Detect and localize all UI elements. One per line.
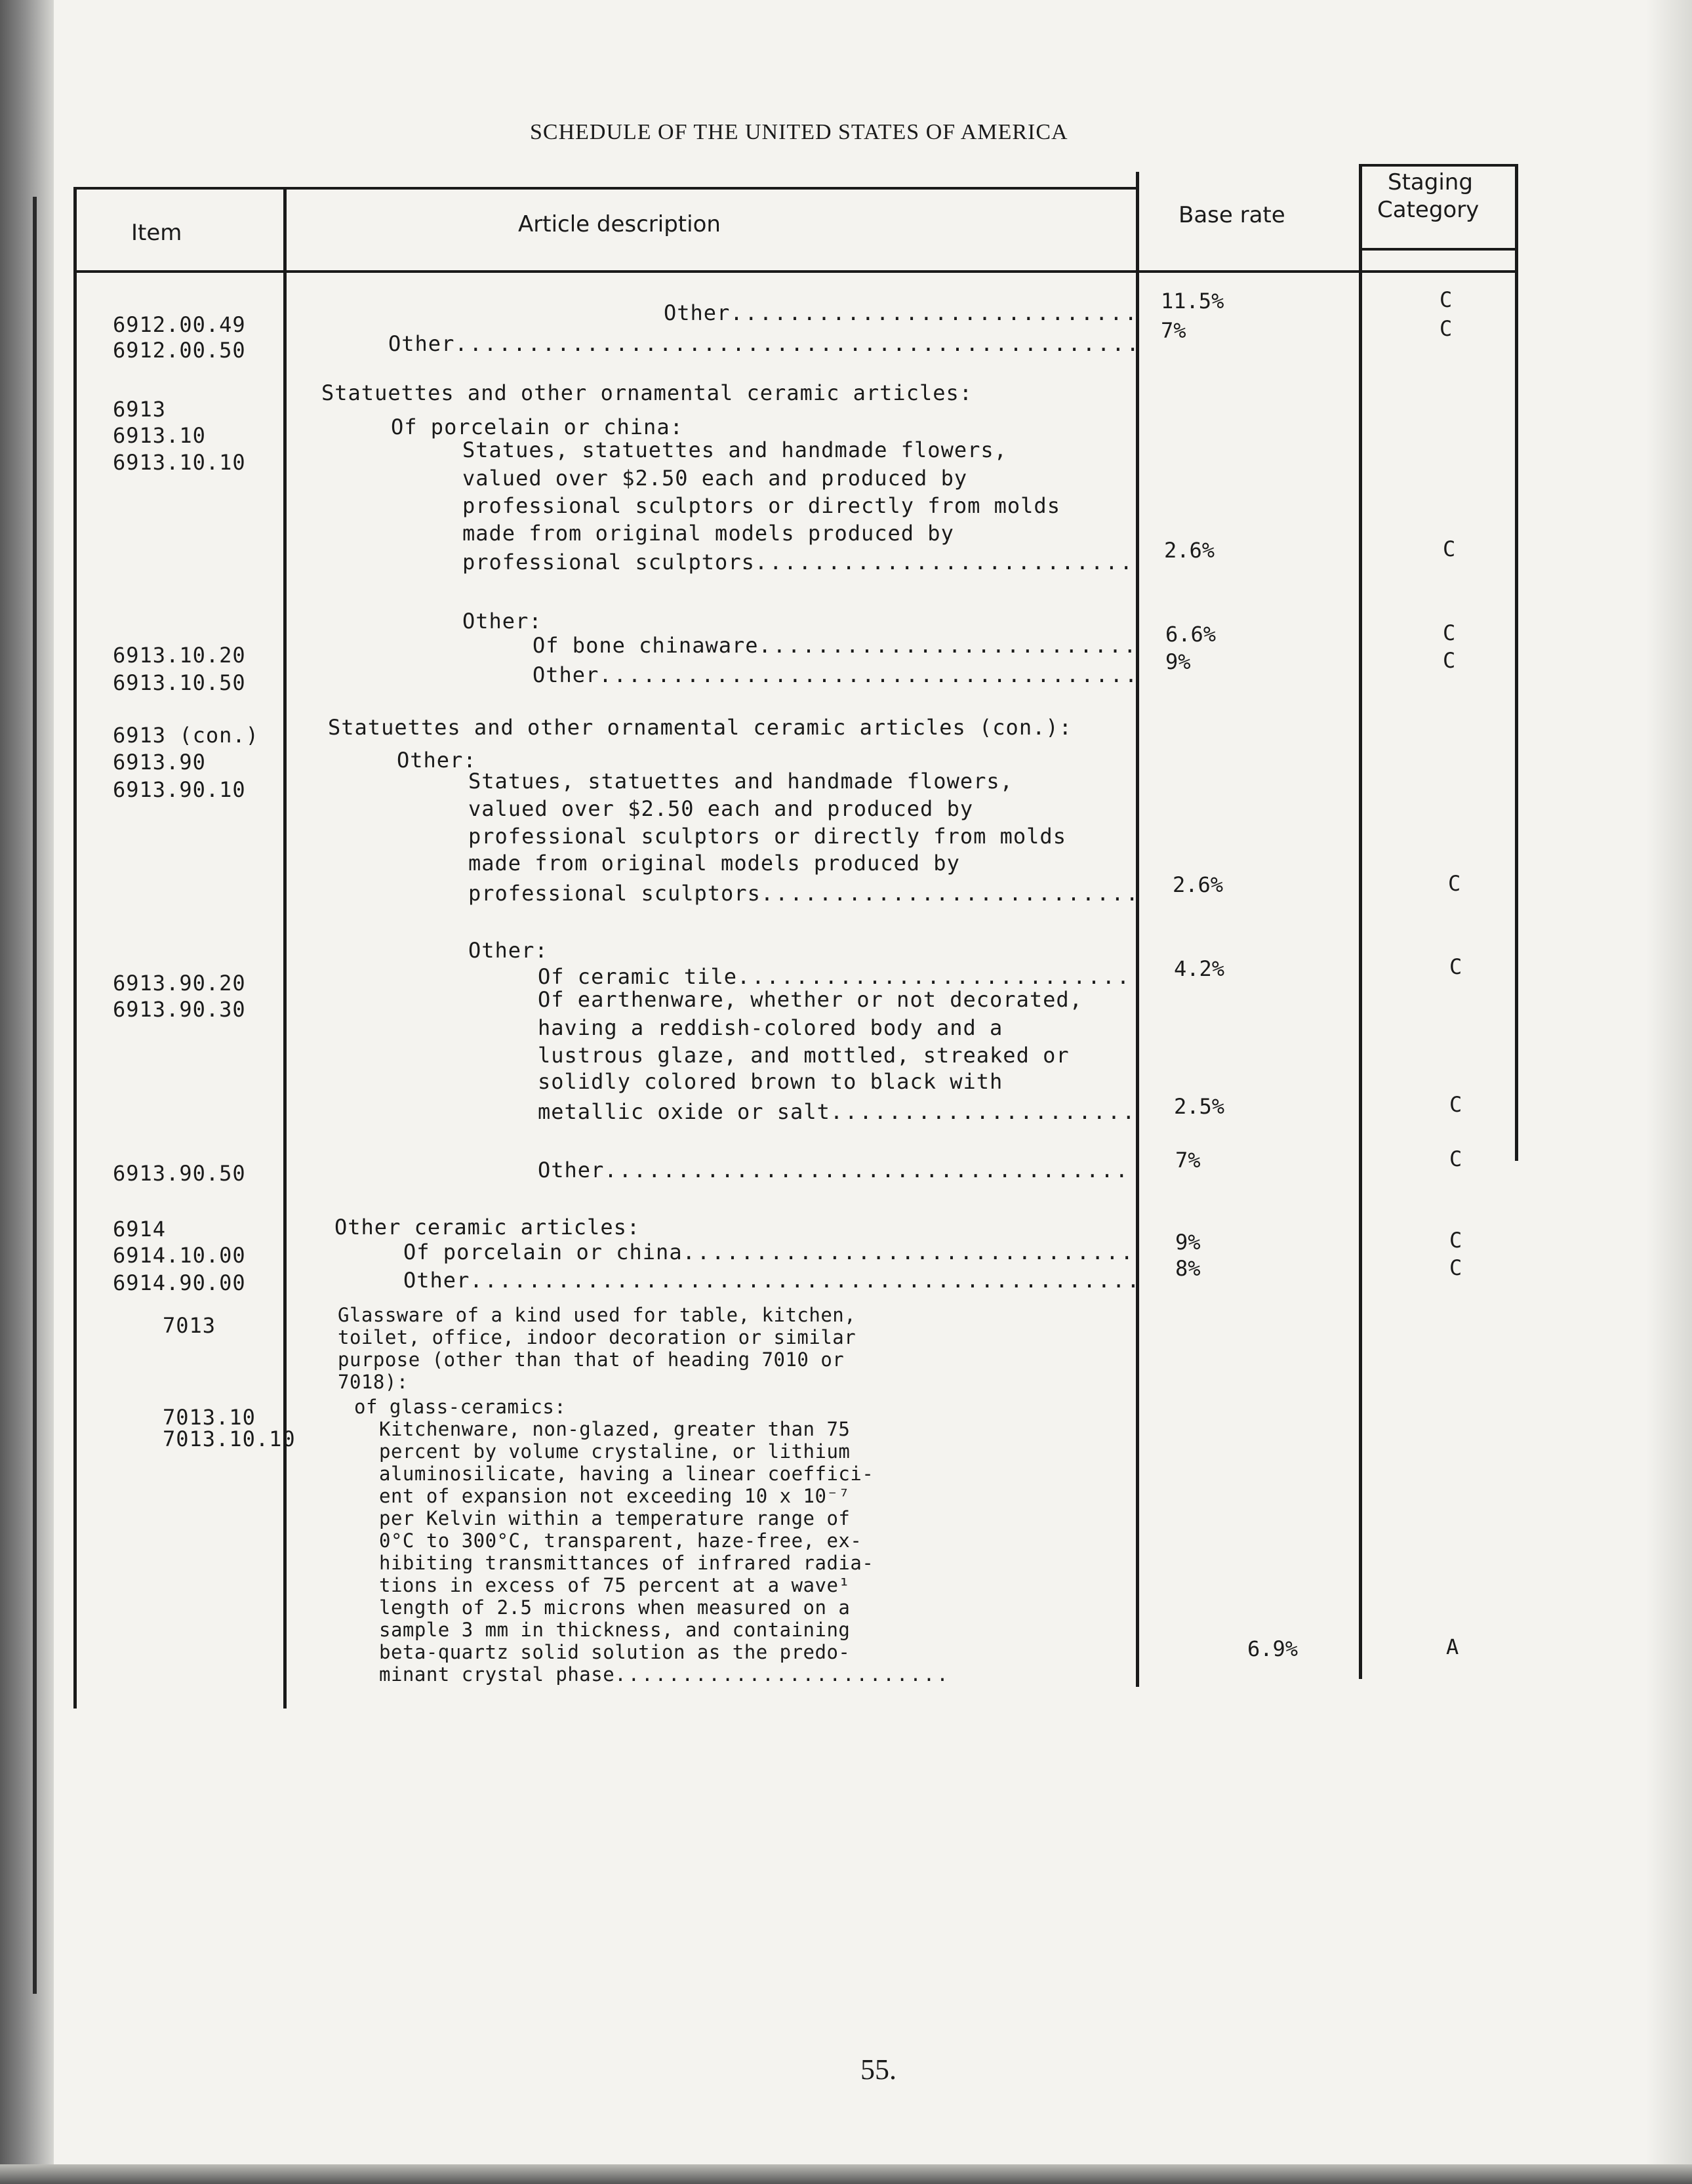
staging-category: C [1449,1255,1462,1280]
base-rate: 6.6% [1165,622,1217,647]
item-code: 6914.10.00 [113,1243,246,1268]
description-line: valued over $2.50 each and produced by [462,466,968,491]
description-line: length of 2.5 microns when measured on a [379,1596,851,1619]
header-staging-bottom-rule [1359,248,1516,251]
header-item: Item [131,220,182,246]
description-line: percent by volume crystaline, or lithium [379,1440,851,1463]
rate-cat-divider [1359,164,1362,1679]
table-top-rule [75,187,1139,190]
staging-category: C [1449,1228,1462,1253]
header-category: Category [1377,197,1480,223]
base-rate: 6.9% [1247,1636,1299,1661]
item-code: 6913.90.10 [113,777,246,802]
item-code: 6913.10.10 [113,450,246,475]
item-code: 6912.00.50 [113,338,246,363]
item-code: 6913.90 [113,750,206,775]
page-number: 55. [860,2053,896,2086]
description-line: valued over $2.50 each and produced by [468,796,974,821]
page-title: SCHEDULE OF THE UNITED STATES OF AMERICA [530,120,1068,144]
header-description: Article description [518,211,721,237]
scan-edge-left [0,0,54,2184]
item-code: 7013.10.10 [163,1426,296,1451]
item-code: 7013.10 [163,1405,256,1430]
description-line: 7018): [338,1371,409,1393]
staging-category: C [1448,871,1461,896]
base-rate: 2.6% [1173,872,1224,897]
description-line: Other ..... [533,662,1135,687]
description-line: Statues, statuettes and handmade flowers, [468,769,1013,794]
description-line: aluminosilicate, having a linear coeffici- [379,1463,874,1485]
item-code: 6913.10 [113,423,206,448]
description-line: Other ..... [403,1268,1135,1293]
description-line: professional sculptors or directly from molds [468,824,1066,849]
scan-edge-bottom [0,2164,1692,2184]
item-code: 6912.00.49 [113,312,246,337]
description-line: sample 3 mm in thickness, and containing [379,1619,851,1641]
description-line: Kitchenware, non-glazed, greater than 75 [379,1418,851,1440]
item-code: 6914.90.00 [113,1270,246,1295]
description-line: ent of expansion not exceeding 10 x 10⁻⁷ [379,1485,851,1507]
base-rate: 11.5% [1161,289,1224,313]
staging-category: C [1443,620,1456,645]
base-rate: 7% [1161,318,1186,343]
description-line: tions in excess of 75 percent at a wave¹ [379,1574,851,1596]
description-line: Statuettes and other ornamental ceramic articles: [321,380,973,405]
description-line: Of bone chinaware ..... [533,633,1135,658]
desc-rate-divider [1136,172,1139,1687]
item-code: 6913.10.20 [113,643,246,668]
description-line: professional sculptors ..... [468,881,1135,906]
description-line: made from original models produced by [468,851,960,876]
description-line: metallic oxide or salt ..... [538,1099,1135,1124]
base-rate: 9% [1175,1230,1201,1255]
item-desc-divider [283,187,287,1709]
description-line: made from original models produced by [462,521,954,546]
description-line: Other ..... [538,1158,1135,1183]
item-code: 6913 (con.) [113,723,259,748]
description-line: Of porcelain or china ..... [403,1240,1135,1264]
description-line: of glass-ceramics: [354,1396,567,1418]
item-code: 6913.90.30 [113,997,246,1022]
item-code: 6913.90.50 [113,1161,246,1186]
scan-edge-right [1646,0,1692,2184]
base-rate: 9% [1165,649,1191,674]
description-line: having a reddish-colored body and a [538,1015,1003,1040]
header-bottom-rule [75,270,1516,273]
base-rate: 7% [1175,1148,1201,1173]
description-line: Other: [462,609,542,634]
header-staging: Staging [1388,169,1473,195]
description-line: professional sculptors ..... [462,550,1135,575]
table-left-border [73,187,77,1709]
staging-category: C [1449,954,1462,979]
table-right-border [1515,164,1518,1161]
description-line: minant crystal phase ..... [379,1663,950,1686]
description-line: Other: [468,938,548,963]
base-rate: 2.6% [1164,538,1215,563]
staging-category: C [1449,1146,1462,1171]
description-line: per Kelvin within a temperature range of [379,1507,851,1529]
staging-category: C [1440,287,1453,312]
description-line: purpose (other than that of heading 7010 or [338,1348,845,1371]
description-line: Other: [397,748,477,773]
item-code: 6913 [113,397,167,422]
staging-category: C [1443,648,1456,673]
description-line: Glassware of a kind used for table, kitchen, [338,1304,856,1326]
description-line: solidly colored brown to black with [538,1069,1003,1094]
description-line: Other ..... [664,300,1135,325]
description-line: 0°C to 300°C, transparent, haze-free, ex- [379,1529,862,1552]
staging-top-rule [1359,164,1516,167]
base-rate: 4.2% [1174,956,1225,981]
base-rate: 8% [1175,1256,1201,1281]
description-line: beta-quartz solid solution as the predo- [379,1641,851,1663]
description-line: Other ceramic articles: [334,1215,641,1240]
description-line: Statues, statuettes and handmade flowers, [462,437,1007,462]
description-line: Of earthenware, whether or not decorated, [538,987,1083,1012]
description-line: lustrous glaze, and mottled, streaked or [538,1043,1070,1068]
staging-category: C [1449,1092,1462,1117]
item-code: 6913.90.20 [113,971,246,996]
base-rate: 2.5% [1174,1094,1225,1119]
description-line: hibiting transmittances of infrared radia- [379,1552,874,1574]
description-line: Of porcelain or china: [391,415,683,439]
header-base-rate: Base rate [1178,202,1285,228]
staging-category: C [1440,316,1453,341]
description-line: Other ..... [388,331,1135,356]
description-line: toilet, office, indoor decoration or similar [338,1326,856,1348]
item-code: 6913.10.50 [113,670,246,695]
description-line: Of ceramic tile ..... [538,964,1135,989]
description-line: Statuettes and other ornamental ceramic articles (con.): [328,715,1072,740]
description-line: professional sculptors or directly from molds [462,493,1060,518]
item-code: 7013 [163,1313,216,1338]
staging-category: C [1443,536,1456,561]
item-code: 6914 [113,1217,167,1242]
scan-binding-line [33,197,37,1994]
staging-category: A [1446,1634,1459,1659]
